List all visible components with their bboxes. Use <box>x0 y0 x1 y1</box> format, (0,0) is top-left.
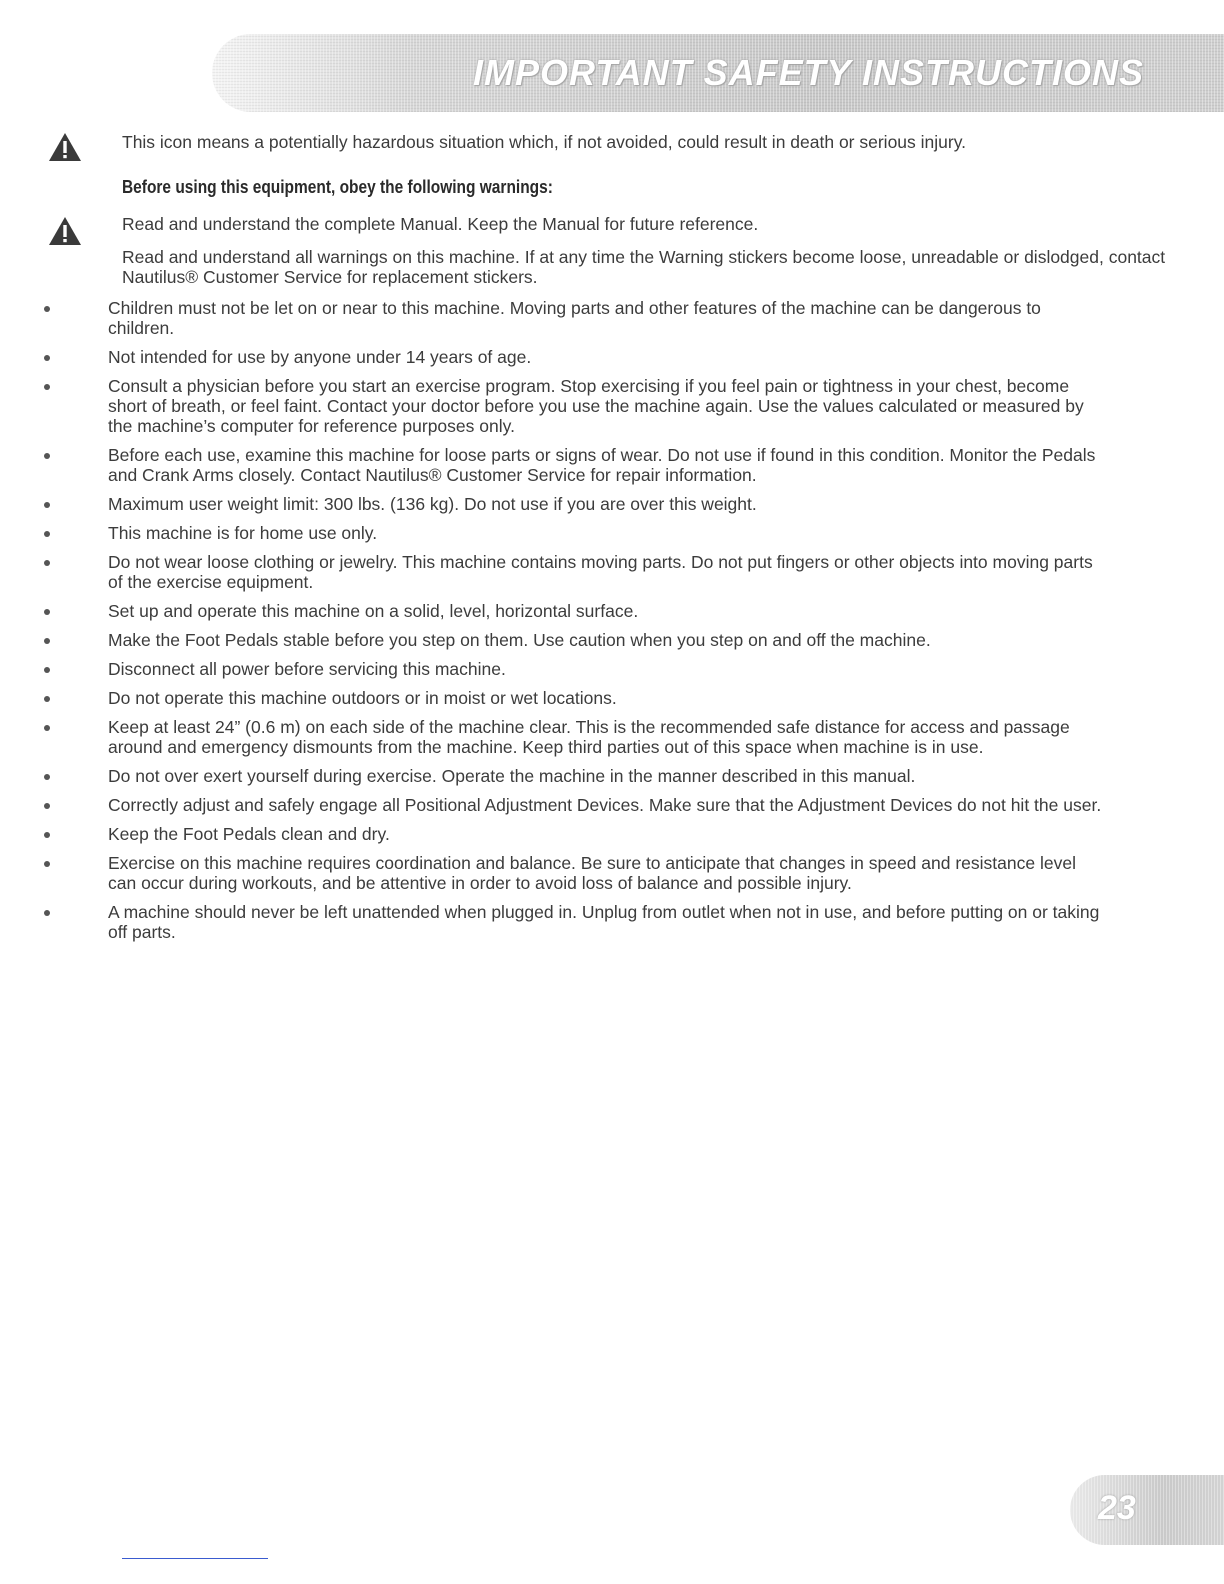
bullet-icon <box>44 453 50 459</box>
page-title: IMPORTANT SAFETY INSTRUCTIONS <box>472 52 1144 93</box>
bullet-icon <box>44 384 50 390</box>
bullet-icon <box>44 667 50 673</box>
warnings-subheading: Before using this equipment, obey the following warnings: <box>122 177 553 197</box>
list-item: Children must not be let on or near to this machine. Moving parts and other features of the machine can be dangerous to children. <box>0 298 1108 338</box>
bullet-icon <box>44 774 50 780</box>
bullet-icon <box>44 832 50 838</box>
list-item: Not intended for use by anyone under 14 years of age. <box>0 347 1108 367</box>
bullet-icon <box>44 725 50 731</box>
list-item: Keep at least 24” (0.6 m) on each side of the machine clear. This is the recommended safe distance for access and passage around and emergency dismounts from the machine. Keep third parties out of this space when machine is in use. <box>0 717 1108 757</box>
bullet-icon <box>44 502 50 508</box>
header-banner <box>212 34 1224 112</box>
list-item: Disconnect all power before servicing this machine. <box>0 659 1108 679</box>
list-item: A machine should never be left unattended when plugged in. Unplug from outlet when not in use, and before putting on or taking off parts. <box>0 902 1108 942</box>
list-item: Make the Foot Pedals stable before you step on them. Use caution when you step on and off the machine. <box>0 630 1108 650</box>
list-item: Before each use, examine this machine for loose parts or signs of wear. Do not use if found in this condition. Monitor the Pedals and Crank Arms closely. Contact Nautilus® Customer Service for repair information. <box>0 445 1108 485</box>
bullet-icon <box>44 609 50 615</box>
list-item: Set up and operate this machine on a solid, level, horizontal surface. <box>0 601 1108 621</box>
warning-triangle-icon <box>48 216 82 246</box>
list-item: Do not over exert yourself during exercise. Operate the machine in the manner described in this manual. <box>0 766 1108 786</box>
safety-bullet-list <box>0 298 1224 951</box>
list-item: Maximum user weight limit: 300 lbs. (136 kg). Do not use if you are over this weight. <box>0 494 1108 514</box>
page-number: 23 <box>1098 1489 1136 1527</box>
bullet-icon <box>44 696 50 702</box>
bullet-icon <box>44 861 50 867</box>
warning-read-stickers: Read and understand all warnings on this machine. If at any time the Warning stickers become loose, unreadable or dislodged, contact Nautilus® Customer Service for replacement stickers. <box>122 247 1166 287</box>
footer-rule <box>122 1558 268 1559</box>
bullet-icon <box>44 531 50 537</box>
page-number-tab <box>1070 1475 1224 1545</box>
list-item: This machine is for home use only. <box>0 523 1108 543</box>
list-item: Consult a physician before you start an exercise program. Stop exercising if you feel pain or tightness in your chest, become short of breath, or feel faint. Contact your doctor before you use the machine again. Use the values calculated or measured by the machine’s computer for reference purposes only. <box>0 376 1108 436</box>
list-item: Keep the Foot Pedals clean and dry. <box>0 824 1108 844</box>
bullet-icon <box>44 803 50 809</box>
bullet-icon <box>44 638 50 644</box>
bullet-icon <box>44 560 50 566</box>
warning-triangle-icon <box>48 132 82 162</box>
bullet-icon <box>44 910 50 916</box>
hazard-definition: This icon means a potentially hazardous situation which, if not avoided, could result in death or serious injury. <box>122 132 967 152</box>
list-item: Do not wear loose clothing or jewelry. This machine contains moving parts. Do not put fingers or other objects into moving parts of the exercise equipment. <box>0 552 1108 592</box>
list-item: Exercise on this machine requires coordination and balance. Be sure to anticipate that changes in speed and resistance level can occur during workouts, and be attentive in order to avoid loss of balance and possible injury. <box>0 853 1108 893</box>
warning-read-manual: Read and understand the complete Manual. Keep the Manual for future reference. <box>122 214 759 234</box>
list-item: Correctly adjust and safely engage all Positional Adjustment Devices. Make sure that the Adjustment Devices do not hit the user. <box>0 795 1108 815</box>
bullet-icon <box>44 306 50 312</box>
list-item: Do not operate this machine outdoors or in moist or wet locations. <box>0 688 1108 708</box>
bullet-icon <box>44 355 50 361</box>
